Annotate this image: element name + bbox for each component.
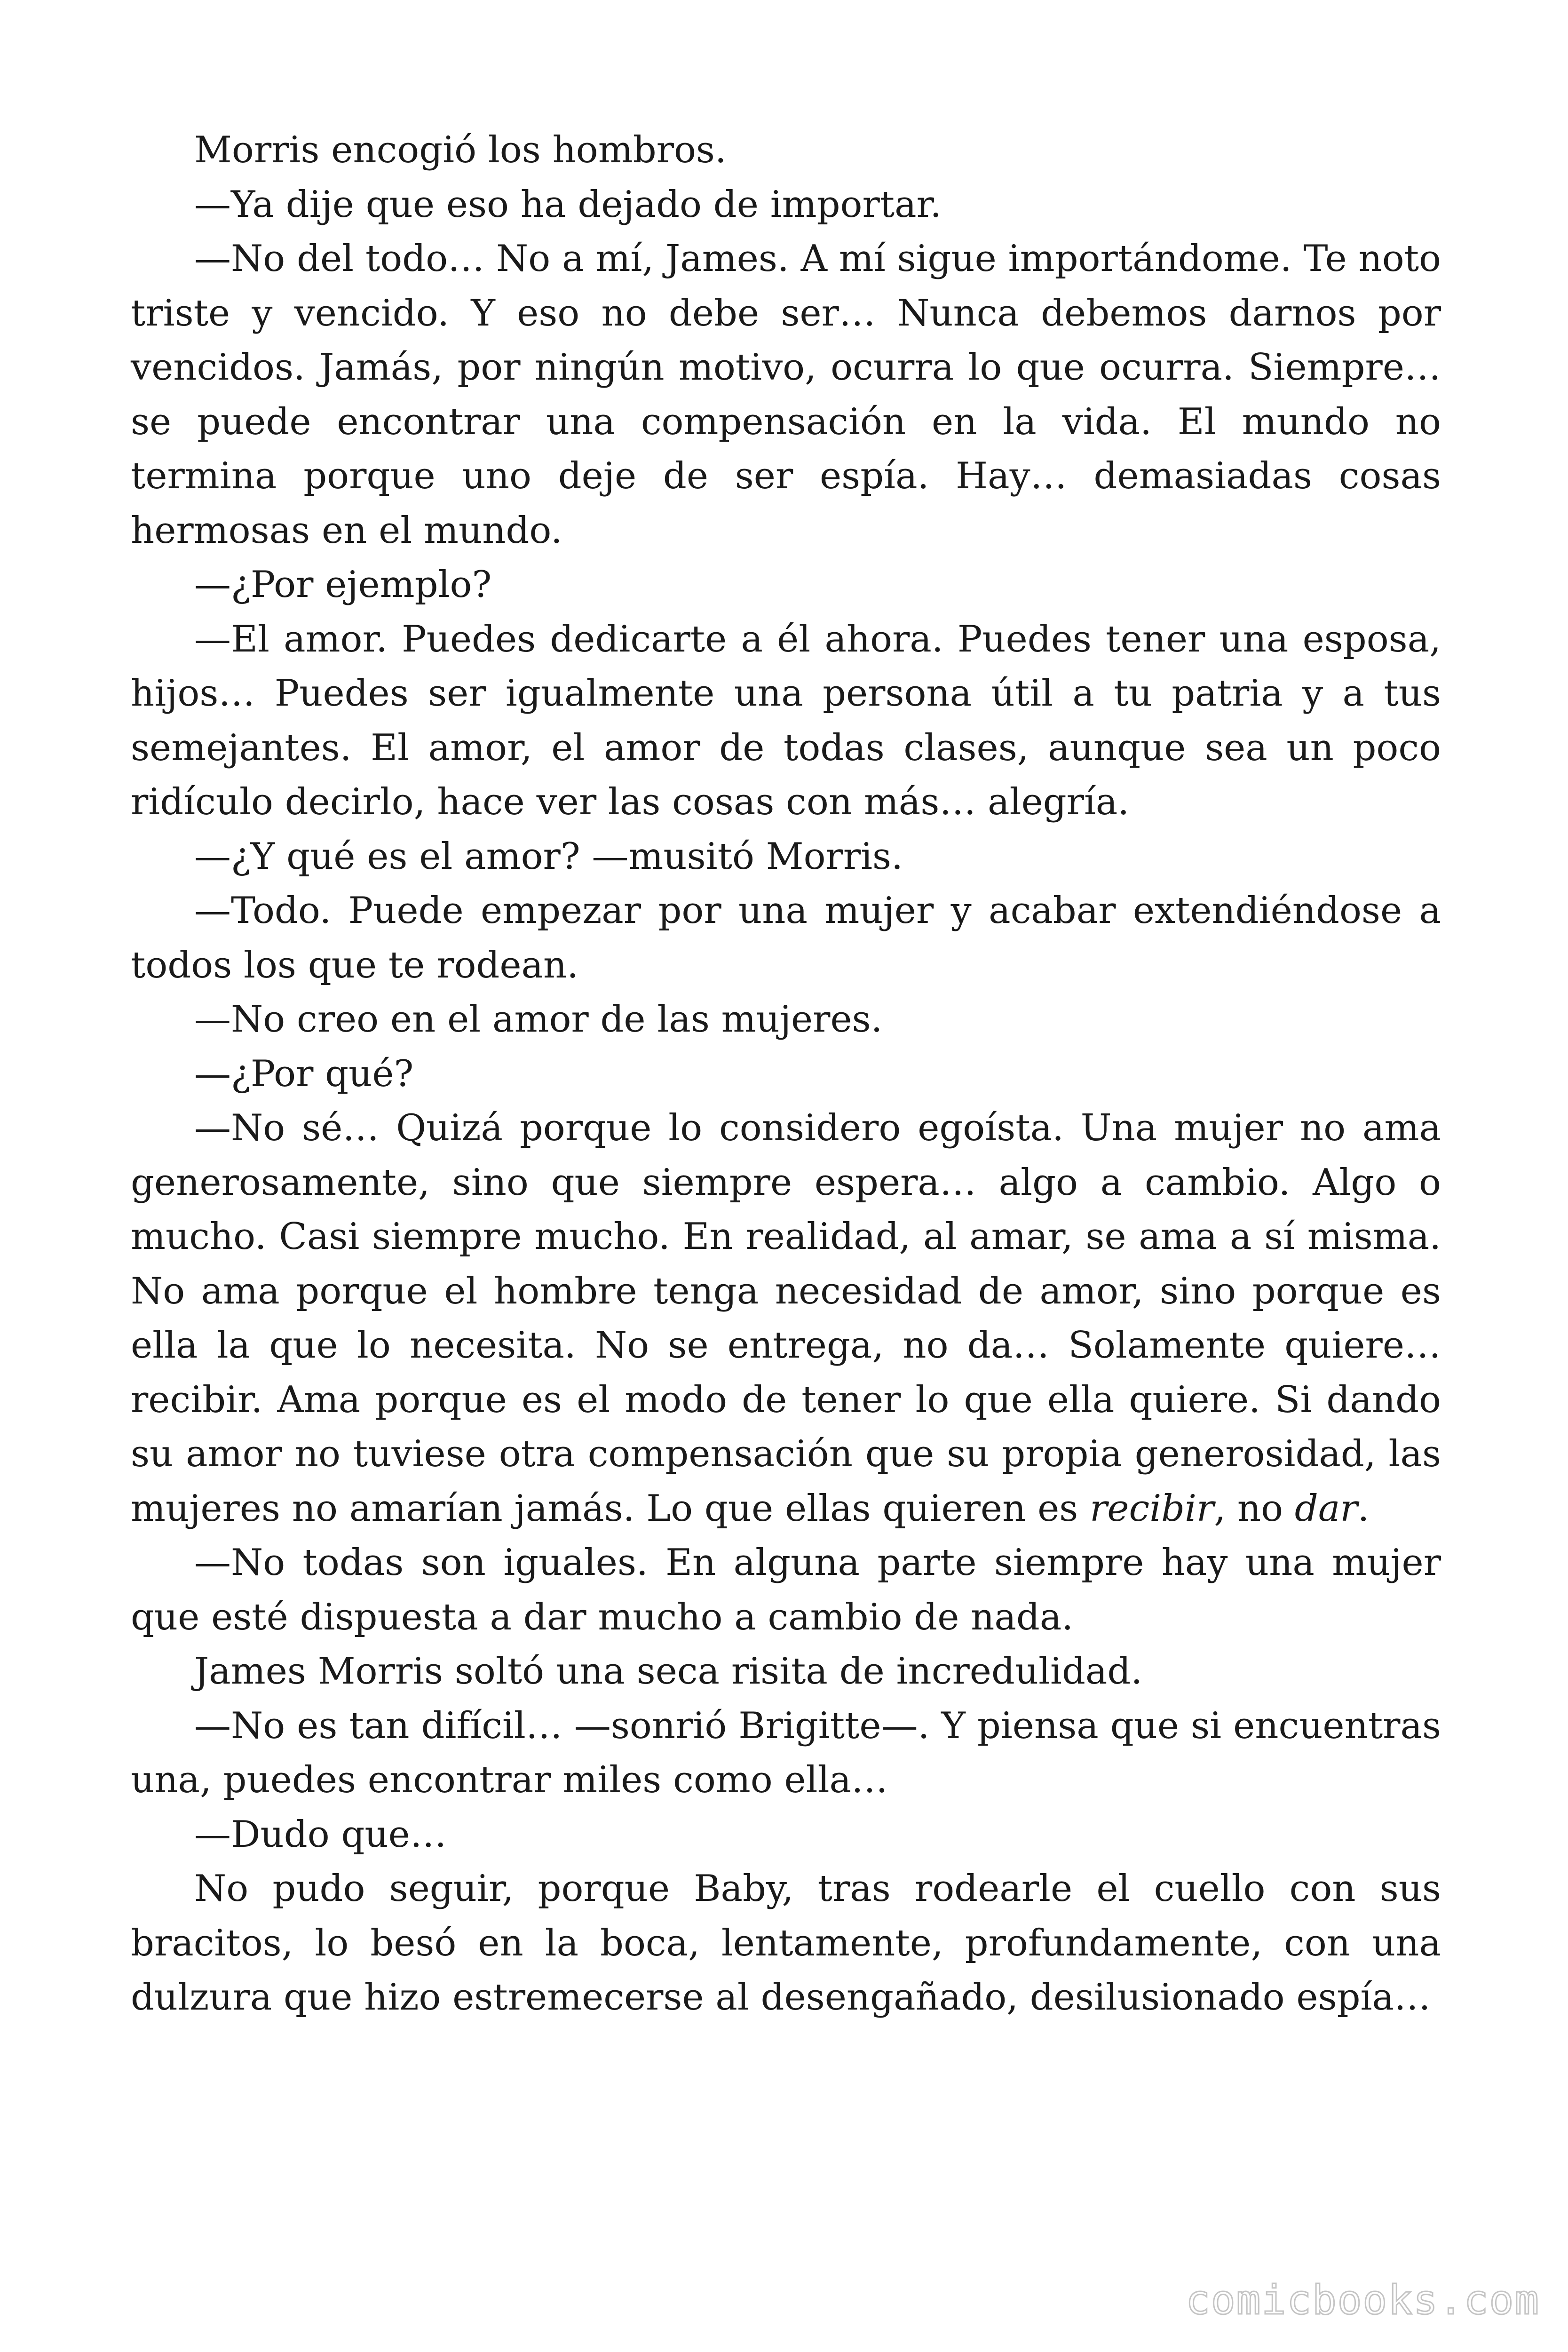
paragraph: —Dudo que… [194, 1813, 447, 1856]
text-run: . [1357, 1487, 1370, 1530]
paragraph-with-emphasis [131, 1101, 1441, 1536]
paragraph: —No todas son iguales. En alguna parte siempre hay una mujer que esté dispuesta a dar mucho a cambio de nada. [131, 1542, 1441, 1638]
paragraph: James Morris soltó una seca risita de incredulidad. [194, 1650, 1143, 1692]
paragraph: Morris encogió los hombros. [194, 129, 727, 171]
paragraph: —No es tan difícil… —sonrió Brigitte—. Y piensa que si encuentras una, puedes encontrar miles como ella… [131, 1704, 1441, 1801]
paragraph: —¿Por qué? [194, 1052, 414, 1095]
paragraph: No pudo seguir, porque Baby, tras rodearle el cuello con sus bracitos, lo besó en la boca, lentamente, profundamente, con una dulzura que hizo estremecerse al desengañado, desilusionado espía… [131, 1867, 1441, 2018]
text-run: —No sé… Quizá porque lo considero egoísta. Una mujer no ama generosamente, sino que siempre espera… algo a cambio. Algo o mucho. Casi siempre mucho. En realidad, al amar, se ama a sí misma. No ama porque el hombre tenga necesidad de amor, sino porque es ella la que lo necesita. No se entrega, no da… Solamente quiere… recibir. Ama porque es el modo de tener lo que ella quiere. Si dando su amor no tuviese otra compensación que su propia generosidad, las mujeres no amarían jamás. Lo que ellas quieren es [131, 1107, 1441, 1530]
paragraph: —El amor. Puedes dedicarte a él ahora. Puedes tener una esposa, hijos… Puedes ser igualmente una persona útil a tu patria y a tus semejantes. El amor, el amor de todas clases, aunque sea un poco ridículo decirlo, hace ver las cosas con más… alegría. [131, 618, 1441, 823]
watermark: comicbooks.com [1186, 2277, 1540, 2324]
paragraph: —No del todo… No a mí, James. A mí sigue importándome. Te noto triste y vencido. Y eso no debe ser… Nunca debemos darnos por vencidos. Jamás, por ningún motivo, ocurra lo que ocurra. Siempre… se puede encontrar una compensación en la vida. El mundo no termina porque uno deje de ser espía. Hay… demasiadas cosas hermosas en el mundo. [131, 238, 1441, 552]
page-text [131, 123, 1441, 2025]
paragraph: —¿Por ejemplo? [194, 564, 492, 606]
paragraph: —No creo en el amor de las mujeres. [194, 998, 883, 1041]
text-run: , no [1214, 1487, 1295, 1530]
paragraph: —Ya dije que eso ha dejado de importar. [194, 183, 942, 226]
emphasis-dar: dar [1294, 1487, 1358, 1530]
paragraph: —Todo. Puede empezar por una mujer y acabar extendiéndose a todos los que te rodean. [131, 890, 1441, 986]
emphasis-recibir: recibir [1090, 1487, 1214, 1530]
paragraph: —¿Y qué es el amor? —musitó Morris. [194, 835, 903, 878]
